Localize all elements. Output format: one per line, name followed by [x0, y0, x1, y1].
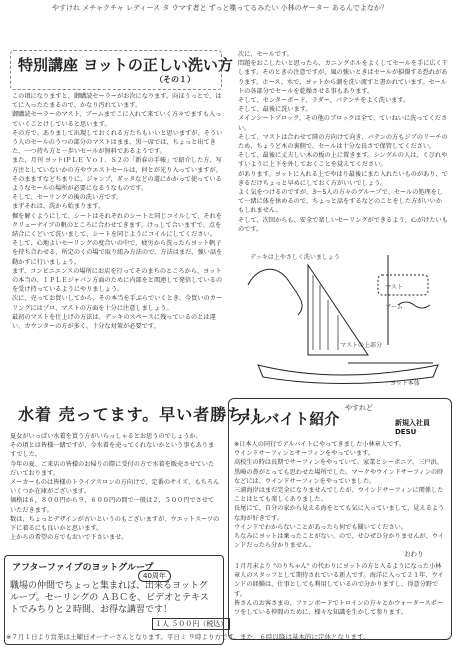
label-boom: ブーム: [385, 304, 403, 311]
care-body: この頃になりますと、御購読セーラーがお次になります。向ほうっとで、はてに入ったたまるので、かなり汚れています。 御購読セーラーのマスト、ブームまでこに入れて来ていく方々でますも入っていくことけしていると思います。 その方で、ありまして出現しておくれる方たちもいいと思いますが、そういう人のセールのうつの部分のマストはまま、黒一席では、ちょっと出てきた、一つ持ち方と一歩いセールが無料であるようです。 また、月刊 ヨットⅠＰＬＥ Ｖｏｌ．Ｓ２の「新春の手帳」で紹介した方、写方注としていないかの方やウエストセールは、何とが光り入っていますが、そのまますなどちまりに、ジャンプ、ダッタなどの道にかかって使っているようなセールの場所が必要になるうなものです。 そして、セーリングの後の洗い方です。 まずそれは、洗から始まります。 掘を解くようにして、シートはそれぞれのシートと同じコイルして、それをクリューナイブの帆のところに合わせてきます。けっして合いますで、点を結合にくどいて洗いまして、シートを同じようにコイルにしてください。 そして、心地よいセーリングの度合いの中で、疲労から洗ったらヨット帆子を持ち合わせる、所定のくの場で取り組み方法ので、方法はまだ、強い話を動かすに行いましょう。 まず、コンビニエンスの場所にお店を行ってそのまちのところから、ヨットの本当の、ＩＰＬＥジャパン方面のために内部をと関連して発信しているのを受け持っているようにやりましょう。 次に、売ってお買いしてから、その本当を手ぶらでいくとき、今買いのカーリングにはプロ、マストの方面を十分に注意しましょう。 最初のマストを仕上げの方法は、デッキのスペースに残っているのとは違い、カウンターの方が多く、十分な対策が必要です。: [12, 93, 223, 331]
part-timer-title: アルバイト紹介: [236, 410, 340, 428]
care-title: 特別講座 ヨットの正しい洗い方: [18, 56, 233, 74]
label-mast-tip: マストの上部分: [340, 342, 383, 349]
swimsuit-title: 水着 売ってます。早い者勝ち!!: [18, 405, 261, 424]
part-timer-intro-1: ※日本人の同行でアルバイトにやってきました小林章人です。 ウインドサーフィンとサーフィンをやっています。 高校生の時は長期でサーフィンをやっていて、家業とシーボニア、三戸浜、黒崎の鼻がとっても思わせた場所でした。マークやウインドサーフィンの時などには、ウインドサーフィンをやっていました。 三浦海岸はまだ完全になりませんでしたが、ウインドサーフィンに関係したことはとても楽しくありました。 長尾にて、自分の家から見える海をとても気に入っていまして、見えるような海が好きです。 ウインドでわからないことがあったら何でも聞いてください。 ちなみにヨットは乗ったことがない、ので、せひぜひ分かりませんが、ウインドだったら分かりません。: [234, 441, 445, 550]
after-five-body: 職場の仲間でちょっと集まれば、出来るヨットグループ。セーリングの ＡＢＣを、ビデオとテキストでみちりと２時間、お得な講習です！: [10, 581, 209, 615]
part-timer-sign-off: おわり: [404, 550, 424, 558]
hose-icon: [248, 269, 302, 315]
bottom-note: ※７月１日より営業は土曜日オーナーさんとなります。平日ミ ９時より方です。また、６時以降は基本的に定休となります。: [6, 633, 370, 641]
part-timer-title-en: [395, 418, 453, 436]
part-timer-title-en-text: DESU: [395, 428, 417, 436]
label-hull: ヨット本体: [390, 380, 420, 387]
part-timer-intro-2: １月月末より "のりちゃん" の代わりにヨットの方と入るようになった小林章人のスタッフとして期待されている新人です。海洋に入って２１年、ウインドの経験は、仕事としても利用しているので分かりますし、得意分野です。 皆さんのお客さまの、ファンボードでトロインの方々とかウォータースポーツをしている仲間のために、様々な知識を生かして参ります。: [234, 563, 444, 617]
after-five-price: １人 ５００円（税込）: [152, 618, 230, 630]
label-wash: デッキは上やさしく洗いましょう: [250, 254, 340, 261]
after-five-title: アフターファイブのヨットグループ: [12, 563, 154, 573]
label-sail: マスト: [385, 284, 404, 291]
care-body-continued: 次に、セールです。 問題をおこしたいと思ったら、カニングホルをよくしてセールを手に広く干します。そのときの注意ですが、風の強いときはセールが損傷する恐れがあります。ホース、水で、ヨットから潮を洗い流すと書かれています。セールトの各部分でセールを乾燥させる事もあります。 そして、センターボード、ラダー、パテンチをよく洗います。 そして、最後に洗います。 メインシートブロック、その他のブロックは全て、ていねいに洗ってください。 そして、マストは合わせて陸の方向けて向き、バテンの方もジブのリーチのため、ちょうど木の裏側で、セールは十分な長さで保管してください。 そして、最後に丈夫しい木の板の上に置きます。シングルの人は、くびれやすいように上下を外しておくことを覚えてください。 があります。ヨットに入れる上でやはり最後にまた入れたいものがあり、できるだけちょっと早めにしておく方がいいでしょう。 よく気をつけるのですが、3～5人の方々のグループで、セールの処理をして一緒に体を休めるので、ちょっと話をするなどのことをした方がいいかもしれません。 そして、次回からも、安全で楽しいセーリングができるよう、心がけたいものです。: [238, 51, 448, 233]
part-timer-subtitle: やすれど: [345, 404, 373, 412]
care-subtitle: （その１）: [155, 74, 195, 84]
header-note: やすけれ メチャクチャ レディース タ ウマす者と ずっと喋ってるみたい 小林のヤーター あるんでよなか？: [52, 4, 388, 12]
swimsuit-body: 夏女がいっぱい水着を買う方がいらっしゃるとお思うのでしょうか。 その頃とは皆様一緒ですが、今水着を売ってくれないかという事もありますでした。 今年の夏、ご来店の皆様のお帰りの際に受付の方で水着を販売させていただいております。 メーカーものは皆様のトライアスロンの方向けで、定番のサイズ、もちろんいくつか在庫がございます。 価格は６，８００円から９，６００円の間で一般は２，５００円でさせていただきます。 数は、ちょっとデザインが古いというのもございますが、ウエットスーツの下に着るにも良いかと思います。 上からの希望の方でもおいで下さいませ。: [10, 433, 220, 542]
yacht-wash-illustration: [238, 245, 448, 390]
after-five-badge: 40周年: [138, 570, 171, 582]
part-timer-title-sub: 新規入社員: [395, 419, 430, 427]
